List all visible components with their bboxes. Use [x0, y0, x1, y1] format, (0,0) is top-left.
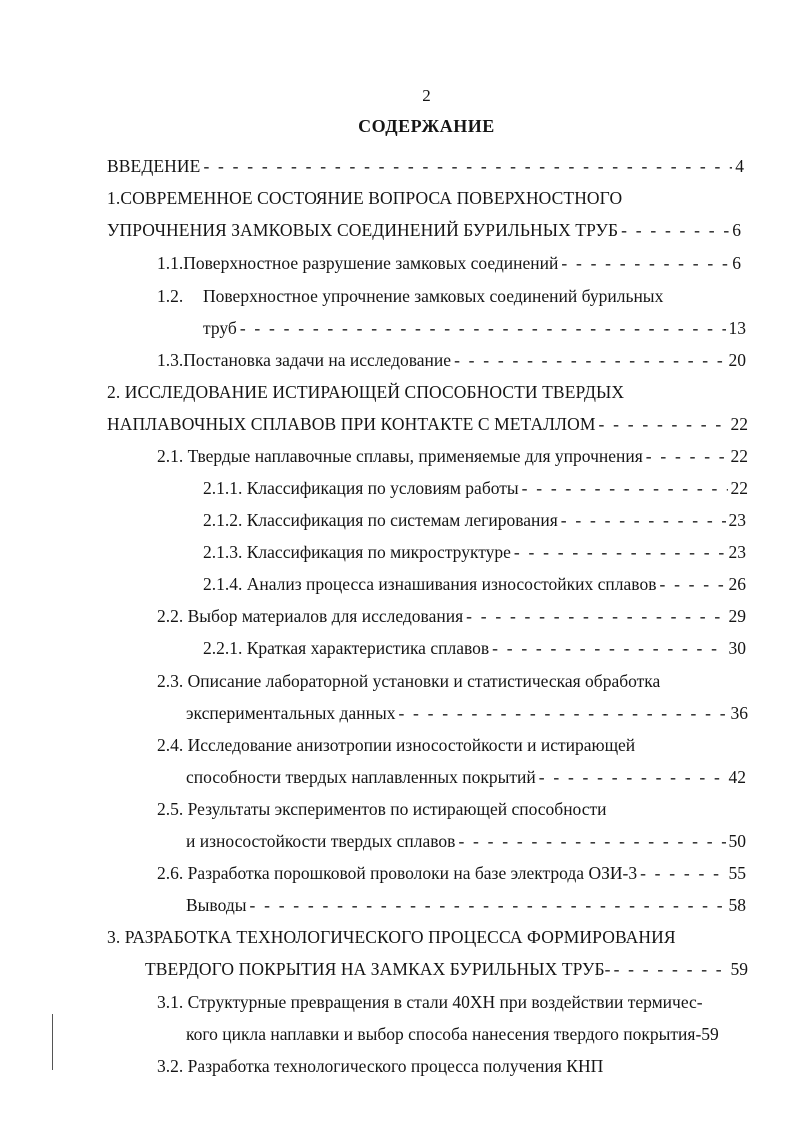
leader-dots: [458, 829, 725, 853]
toc-entry: [186, 1022, 766, 1046]
toc-entry: [203, 508, 746, 532]
toc-entry-text: 2.1.4. Анализ процесса изнашивания износостойких сплавов: [203, 574, 657, 594]
leader-dots: [659, 572, 725, 596]
leader-dots: [621, 218, 729, 242]
leader-dots: [240, 316, 726, 340]
toc-entry-text: экспериментальных данных: [186, 703, 396, 723]
leader-dots: [646, 444, 728, 468]
toc-entry: [157, 797, 717, 821]
toc-entry: [107, 380, 687, 404]
toc-entry-text: 2.1.2. Классификация по системам легирования: [203, 510, 558, 530]
toc-entry: [186, 701, 748, 725]
toc-entry: [107, 186, 707, 210]
toc-entry: [157, 669, 717, 693]
toc-entry-text: ТВЕРДОГО ПОКРЫТИЯ НА ЗАМКАХ БУРИЛЬНЫХ ТРУБ-: [145, 959, 611, 979]
toc-entry-text: Поверхностное упрочнение замковых соединений бурильных: [203, 286, 664, 306]
leader-dots: [492, 636, 725, 660]
toc-entry: [203, 572, 746, 596]
leader-dots: [640, 861, 725, 885]
toc-entry-text: Постановка задачи на исследование: [183, 350, 452, 370]
page-number: 2: [422, 86, 431, 105]
toc-entry: [203, 636, 746, 660]
toc-entry-page: 23: [728, 510, 746, 530]
leader-dots: [203, 154, 732, 178]
toc-entry: [203, 540, 746, 564]
toc-entry: [157, 604, 746, 628]
toc-entry: [107, 154, 744, 178]
scan-margin-line: [52, 1014, 53, 1070]
leader-dots: [561, 251, 729, 275]
toc-entry-page: 22: [730, 446, 748, 466]
leader-dots: [561, 508, 726, 532]
toc-entry: [157, 444, 748, 468]
toc-entry: [203, 316, 746, 340]
toc-entry: [186, 893, 746, 917]
toc-entry-text: 2.1.1. Классификация по условиям работы: [203, 478, 519, 498]
toc-entry: [157, 990, 757, 1014]
toc-entry: [157, 284, 717, 308]
toc-entry-page: 50: [728, 831, 746, 851]
toc-entry-page: 22: [730, 478, 748, 498]
toc-entry: [107, 218, 741, 242]
toc-entry: [157, 1054, 717, 1078]
leader-dots: [454, 348, 725, 372]
toc-entry-text: 3.2. Разработка технологического процесса получения КНП: [157, 1056, 604, 1076]
toc-entry: [157, 348, 746, 372]
toc-entry-text: УПРОЧНЕНИЯ ЗАМКОВЫХ СОЕДИНЕНИЙ БУРИЛЬНЫХ ТРУБ: [107, 220, 619, 240]
toc-entry-page: 6: [732, 253, 741, 273]
leader-dots: [522, 476, 728, 500]
toc-entry-page: 20: [728, 350, 746, 370]
toc-entry-text: 2.6. Разработка порошковой проволоки на базе электрода ОЗИ-3: [157, 863, 638, 883]
toc-entry: [107, 925, 757, 949]
toc-entry-page: 36: [730, 703, 748, 723]
toc-entry-text: 2.2. Выбор материалов для исследования: [157, 606, 464, 626]
toc-entry-text: кого цикла наплавки и выбор способа нанесения твердого покрытия-59: [186, 1024, 719, 1044]
toc-entry: [157, 733, 717, 757]
toc-entry-number: 1.3.: [157, 350, 184, 370]
toc-entry-page: 59: [730, 959, 748, 979]
toc-entry-page: 55: [728, 863, 746, 883]
leader-dots: [398, 701, 727, 725]
toc-entry: [186, 829, 746, 853]
toc-entry-text: способности твердых наплавленных покрытий: [186, 767, 536, 787]
toc-entry: [203, 476, 748, 500]
toc-entry: [107, 412, 748, 436]
toc-entry-page: 4: [735, 156, 744, 176]
toc-entry: [157, 861, 746, 885]
toc-entry-page: 29: [728, 606, 746, 626]
toc-entry-page: 30: [728, 638, 746, 658]
toc-entry-text: и износостойкости твердых сплавов: [186, 831, 456, 851]
toc-entry-page: 58: [728, 895, 746, 915]
toc-entry-number: 1.2.: [157, 286, 184, 306]
toc-entry-page: 6: [732, 220, 741, 240]
leader-dots: [466, 604, 725, 628]
toc-entry-page: 22: [730, 414, 748, 434]
toc-entry-text: 2.1. Твердые наплавочные сплавы, применяемые для упрочнения: [157, 446, 643, 466]
toc-entry-number: 1.1.: [157, 253, 184, 273]
toc-entry-text: 3. РАЗРАБОТКА ТЕХНОЛОГИЧЕСКОГО ПРОЦЕССА ФОРМИРОВАНИЯ: [107, 927, 676, 947]
toc-entry-text: 2. ИССЛЕДОВАНИЕ ИСТИРАЮЩЕЙ СПОСОБНОСТИ ТВЕРДЫХ: [107, 382, 625, 402]
leader-dots: [599, 412, 728, 436]
toc-entry-page: 26: [728, 574, 746, 594]
toc-entry-page: 42: [728, 767, 746, 787]
toc-entry-page: 23: [728, 542, 746, 562]
toc-entry: [157, 251, 741, 275]
toc-entry-text: труб: [203, 318, 237, 338]
toc-entry-page: 13: [728, 318, 746, 338]
leader-dots: [539, 765, 726, 789]
toc-entry-text: Поверхностное разрушение замковых соединений: [183, 253, 559, 273]
toc-entry-text: 2.3. Описание лабораторной установки и статистическая обработка: [157, 671, 661, 691]
leader-dots: [249, 893, 725, 917]
toc-entry-text: 2.4. Исследование анизотропии износостойкости и истирающей: [157, 735, 636, 755]
toc-entry-text: 2.2.1. Краткая характеристика сплавов: [203, 638, 490, 658]
toc-entry: [186, 765, 746, 789]
toc-entry-text: Выводы: [186, 895, 247, 915]
leader-dots: [514, 540, 726, 564]
toc-entry-text: 3.1. Структурные превращения в стали 40ХН при воздействии термичес-: [157, 992, 703, 1012]
toc-entry-text: 2.5. Результаты экспериментов по истирающей способности: [157, 799, 607, 819]
toc-entry: [145, 957, 748, 981]
toc-entry-text: 2.1.3. Классификация по микроструктуре: [203, 542, 511, 562]
toc-entry-text: ВВЕДЕНИЕ: [107, 156, 201, 176]
page-title: СОДЕРЖАНИЕ: [358, 116, 495, 136]
toc-entry-text: 1.СОВРЕМЕННОЕ СОСТОЯНИЕ ВОПРОСА ПОВЕРХНОСТНОГО: [107, 188, 623, 208]
toc-entry-text: НАПЛАВОЧНЫХ СПЛАВОВ ПРИ КОНТАКТЕ С МЕТАЛЛОМ: [107, 414, 596, 434]
leader-dots: [614, 957, 728, 981]
